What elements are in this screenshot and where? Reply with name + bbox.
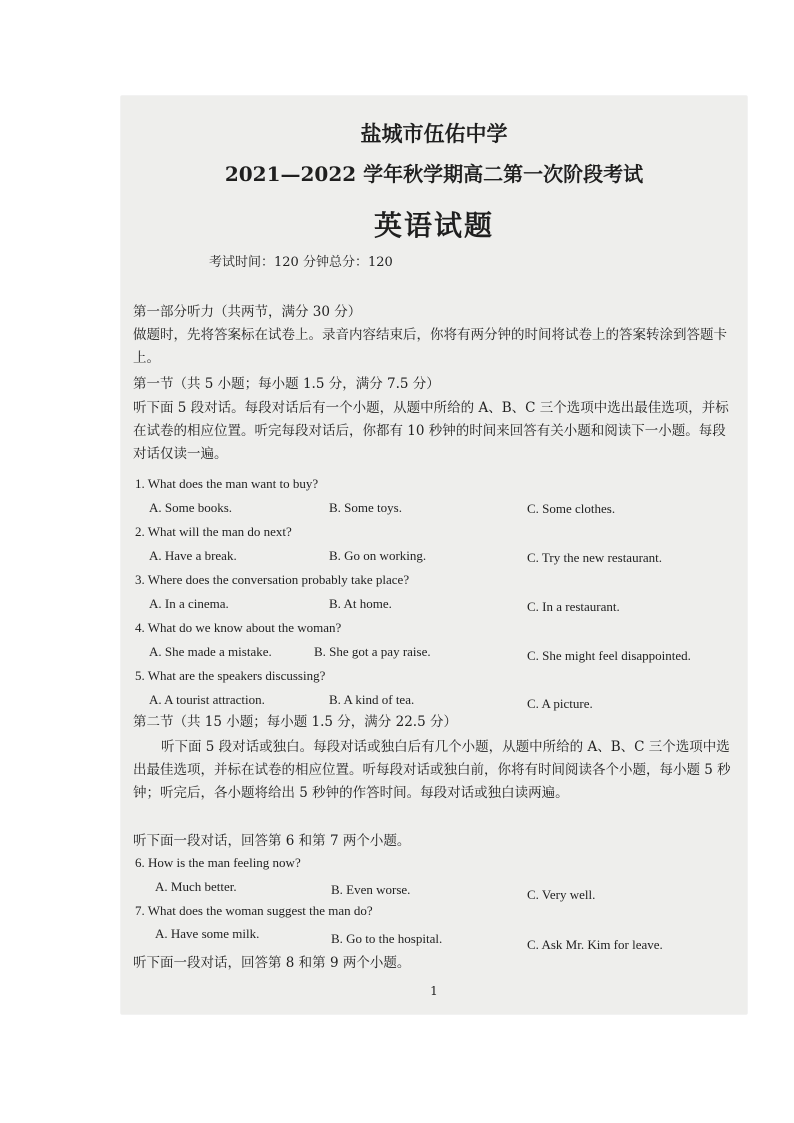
option-a: A. A tourist attraction. <box>149 692 265 707</box>
exam-page <box>121 96 747 1014</box>
option-b: B. Go on working. <box>329 548 427 563</box>
page-number: 1 <box>430 984 438 998</box>
option-b: B. Even worse. <box>331 882 411 897</box>
section2-instructions: 听下面 5 段对话或独白。每段对话或独白后有几个小题，从题中所给的 A、B、C 三个选项中选出最佳选项，并标在试卷的相应位置。听每段对话或独白前，你将有时间阅读各个小题，每小题 5 秒钟；听完后，各小题将给出 5 秒钟的作答时间。每段对话或独白读两遍。 <box>133 739 731 801</box>
question-stem: 1. What does the man want to buy? <box>135 476 319 491</box>
option-a: A. Some books. <box>149 500 233 515</box>
option-b: B. She got a pay raise. <box>314 644 431 659</box>
option-b: B. At home. <box>329 596 392 611</box>
option-c: C. Some clothes. <box>527 501 616 516</box>
school-name: 盐城市伍佑中学 <box>360 121 508 146</box>
option-c: C. In a restaurant. <box>527 599 620 614</box>
dialogue-intro-6-7: 听下面一段对话，回答第 6 和第 7 两个小题。 <box>133 833 411 849</box>
dialogue-intro-8-9: 听下面一段对话，回答第 8 和第 9 两个小题。 <box>133 955 411 971</box>
option-b: B. A kind of tea. <box>329 692 415 707</box>
option-c: C. Ask Mr. Kim for leave. <box>527 937 663 952</box>
question-stem: 4. What do we know about the woman? <box>135 620 342 635</box>
option-b: B. Some toys. <box>329 500 402 515</box>
part1-title: 第一部分听力（共两节，满分 30 分） <box>133 304 362 320</box>
exam-info: 考试时间：120 分钟总分：120 <box>209 255 393 270</box>
option-c: C. She might feel disappointed. <box>527 648 691 663</box>
option-a: A. She made a mistake. <box>149 644 272 659</box>
question-stem: 5. What are the speakers discussing? <box>135 668 326 683</box>
part1-instructions: 做题时，先将答案标在试卷上。录音内容结束后，你将有两分钟的时间将试卷上的答案转涂到答题卡上。 <box>133 327 727 366</box>
question-stem: 3. Where does the conversation probably take place? <box>135 572 410 587</box>
exam-title: 2021—2022 学年秋学期高二第一次阶段考试 <box>224 162 644 186</box>
question-stem: 7. What does the woman suggest the man do? <box>135 903 373 918</box>
question-stem: 2. What will the man do next? <box>135 524 292 539</box>
section2-title: 第二节（共 15 小题；每小题 1.5 分，满分 22.5 分） <box>133 714 457 730</box>
section1-instructions: 听下面 5 段对话。每段对话后有一个小题，从题中所给的 A、B、C 三个选项中选出最佳选项，并标在试卷的相应位置。听完每段对话后，你都有 10 秒钟的时间来回答有关小题和阅读下一小题。每段对话仅读一遍。 <box>133 400 729 462</box>
option-a: A. In a cinema. <box>149 596 229 611</box>
subject-title: 英语试题 <box>373 209 494 242</box>
section1-title: 第一节（共 5 小题；每小题 1.5 分，满分 7.5 分） <box>133 376 440 392</box>
option-b: B. Go to the hospital. <box>331 931 443 946</box>
option-a: A. Have a break. <box>149 548 237 563</box>
option-c: C. Try the new restaurant. <box>527 550 663 565</box>
option-a: A. Have some milk. <box>155 926 260 941</box>
option-c: C. A picture. <box>527 696 593 711</box>
question-stem: 6. How is the man feeling now? <box>135 855 301 870</box>
option-c: C. Very well. <box>527 887 596 902</box>
option-a: A. Much better. <box>155 879 237 894</box>
